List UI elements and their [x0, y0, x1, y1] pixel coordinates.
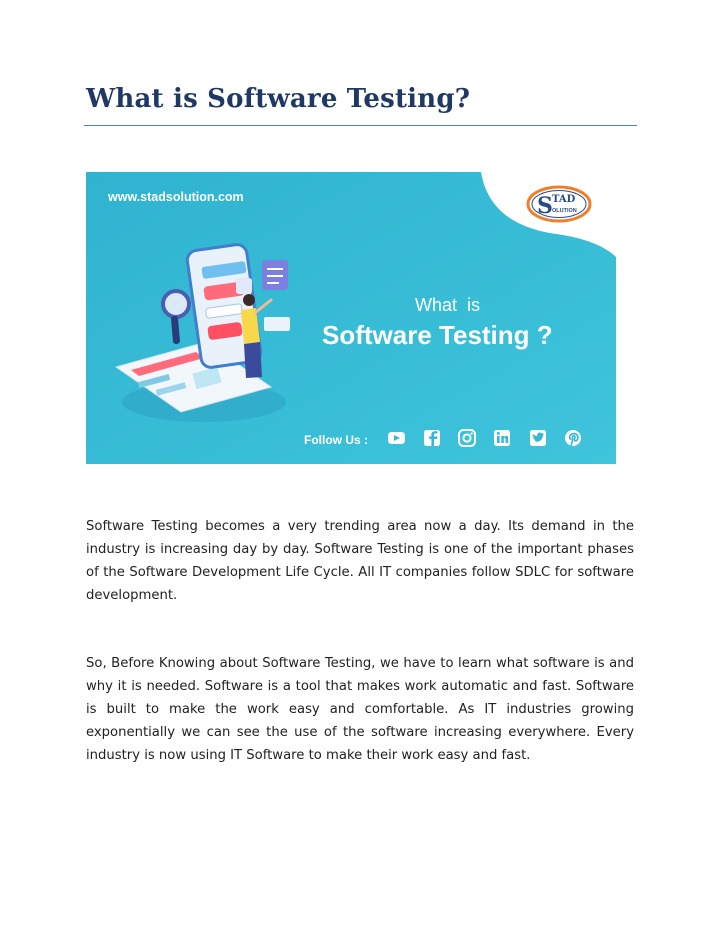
follow-us-label: Follow Us :: [304, 433, 368, 447]
facebook-icon[interactable]: [424, 430, 440, 446]
banner-image: [86, 172, 616, 464]
banner-line-1: What is: [415, 295, 481, 315]
paragraph-intro: Software Testing becomes a very trending area now a day. Its demand in the industry is increasing day by day. Software Testing is one of the important phases of the Software Development Life Cycle. All IT companies follow SDLC for software development.: [86, 519, 634, 603]
linkedin-icon[interactable]: [494, 430, 510, 446]
banner-line-2: Software Testing ?: [322, 320, 553, 350]
stad-logo: [528, 187, 590, 221]
svg-text:OLUTION: OLUTION: [552, 208, 577, 214]
paragraph-software: So, Before Knowing about Software Testing, we have to learn what software is and why it is needed. Software is a tool that makes work automatic and fast. Software is built to make the work easy and comfortable. As IT industries growing exponentially we can see the use of the software increasing everywhere. Every industry is now using IT Software to make their work easy and fast.: [86, 656, 634, 763]
banner-url: www.stadsolution.com: [108, 190, 244, 204]
twitter-icon[interactable]: [530, 430, 546, 446]
youtube-icon[interactable]: [388, 432, 405, 444]
title-underline: [84, 125, 637, 126]
svg-text:TAD: TAD: [552, 194, 576, 205]
page-title: What is Software Testing?: [86, 84, 471, 114]
svg-text:S: S: [537, 193, 553, 219]
pinterest-icon[interactable]: [565, 430, 581, 446]
